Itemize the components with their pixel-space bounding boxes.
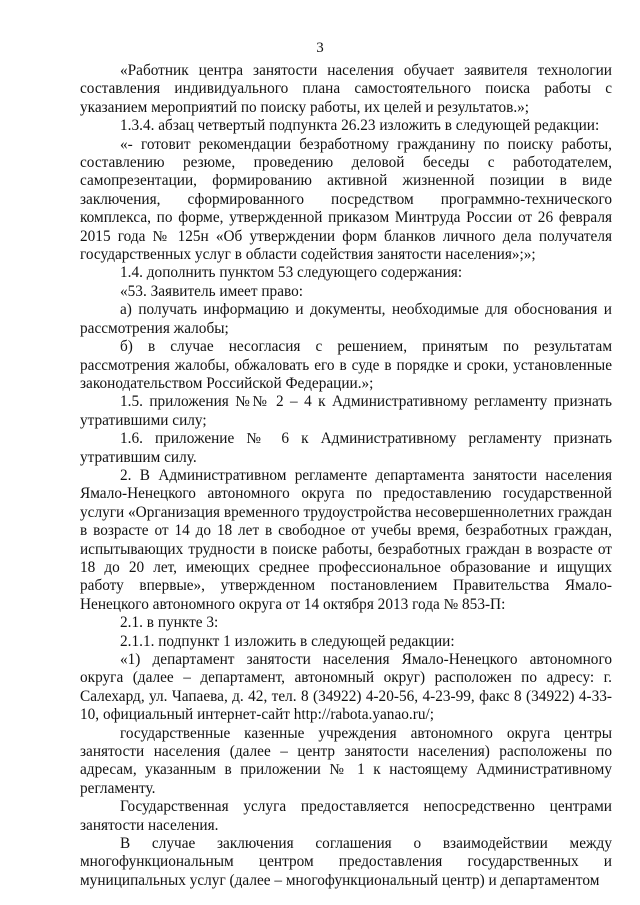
paragraph-item-a: а) получать информацию и документы, необходимые для обоснования и рассмотрения жалобы;: [80, 301, 612, 337]
paragraph-53-applicant-right: «53. Заявитель имеет право:: [120, 282, 303, 300]
page-number: 3: [316, 40, 324, 56]
paragraph-2-1: 2.1. в пункте 3:: [120, 614, 219, 632]
paragraph-1-4: 1.4. дополнить пунктом 53 следующего содержания:: [120, 264, 463, 282]
paragraph-2-1-1: 2.1.1. подпункт 1 изложить в следующей редакции:: [120, 632, 455, 650]
paragraph-1-3-4: 1.3.4. абзац четвертый подпункта 26.23 изложить в следующей редакции:: [120, 117, 600, 135]
quote-paragraph-job-search-training: «Работник центра занятости населения обучает заявителя технологии составления индивидуального плана самостоятельного поиска работы с указанием мероприятий по поиску работы, их целей и результатов.»;: [80, 62, 612, 116]
paragraph-employment-centers: государственные казенные учреждения автономного округа центры занятости населения (далее – центр занятости населения) расположены по адресам, указанным в приложении № 1 к настоящему Административному регламенту.: [80, 724, 612, 797]
paragraph-item-b: б) в случае несогласия с решением, принятым по результатам рассмотрения жалобы, обжаловать его в суде в порядке и сроки, установленные законодательством Российской Федерации.»;: [80, 338, 612, 392]
paragraph-department-address: «1) департамент занятости населения Ямало-Ненецкого автономного округа (далее – департамент, автономный округ) расположен по адресу: г. Салехард, ул. Чапаева, д. 42, тел. 8 (34922) 4-20-56, 4-23-99, факс 8 (34922) 4-33-10, официальный интернет-сайт http://rabota.yanao.ru/;: [80, 651, 612, 724]
quote-paragraph-recommendations: «- готовит рекомендации безработному гражданину по поиску работы, составлению резюме, проведению деловой беседы с работодателем, самопрезентации, формированию активной жизненной позиции в виде заключения, сформированного посредством программно-технического комплекса, по форме, утвержденной приказом Минтруда России от 26 февраля 2015 года № 125н «Об утверждении форм бланков личного дела получателя государственных услуг в области содействия занятости населения»;»;: [80, 135, 612, 264]
paragraph-1-5: 1.5. приложения №№ 2 – 4 к Административному регламенту признать утратившими силу;: [80, 393, 612, 429]
paragraph-1-6: 1.6. приложение № 6 к Административному регламенту признать утратившим силу.: [80, 430, 612, 466]
paragraph-2-regulation: 2. В Административном регламенте департамента занятости населения Ямало-Ненецкого автономного округа по предоставлению государственной услуги «Организация временного трудоустройства несовершеннолетних граждан в возрасте от 14 до 18 лет в свободное от учебы время, безработных граждан, испытывающих трудности в поиске работы, безработных граждан в возрасте от 18 до 20 лет, имеющих среднее профессиональное образование и ищущих работу впервые», утвержденном постановлением Правительства Ямало-Ненецкого автономного округа от 14 октября 2013 года № 853-П:: [80, 466, 612, 613]
paragraph-mfc-agreement: В случае заключения соглашения о взаимодействии между многофункциональным центром предоставления государственных и муниципальных услуг (далее – многофункциональный центр) и департаментом: [80, 835, 612, 889]
paragraph-service-provided: Государственная услуга предоставляется непосредственно центрами занятости населения.: [80, 798, 612, 834]
document-body: [80, 62, 612, 890]
